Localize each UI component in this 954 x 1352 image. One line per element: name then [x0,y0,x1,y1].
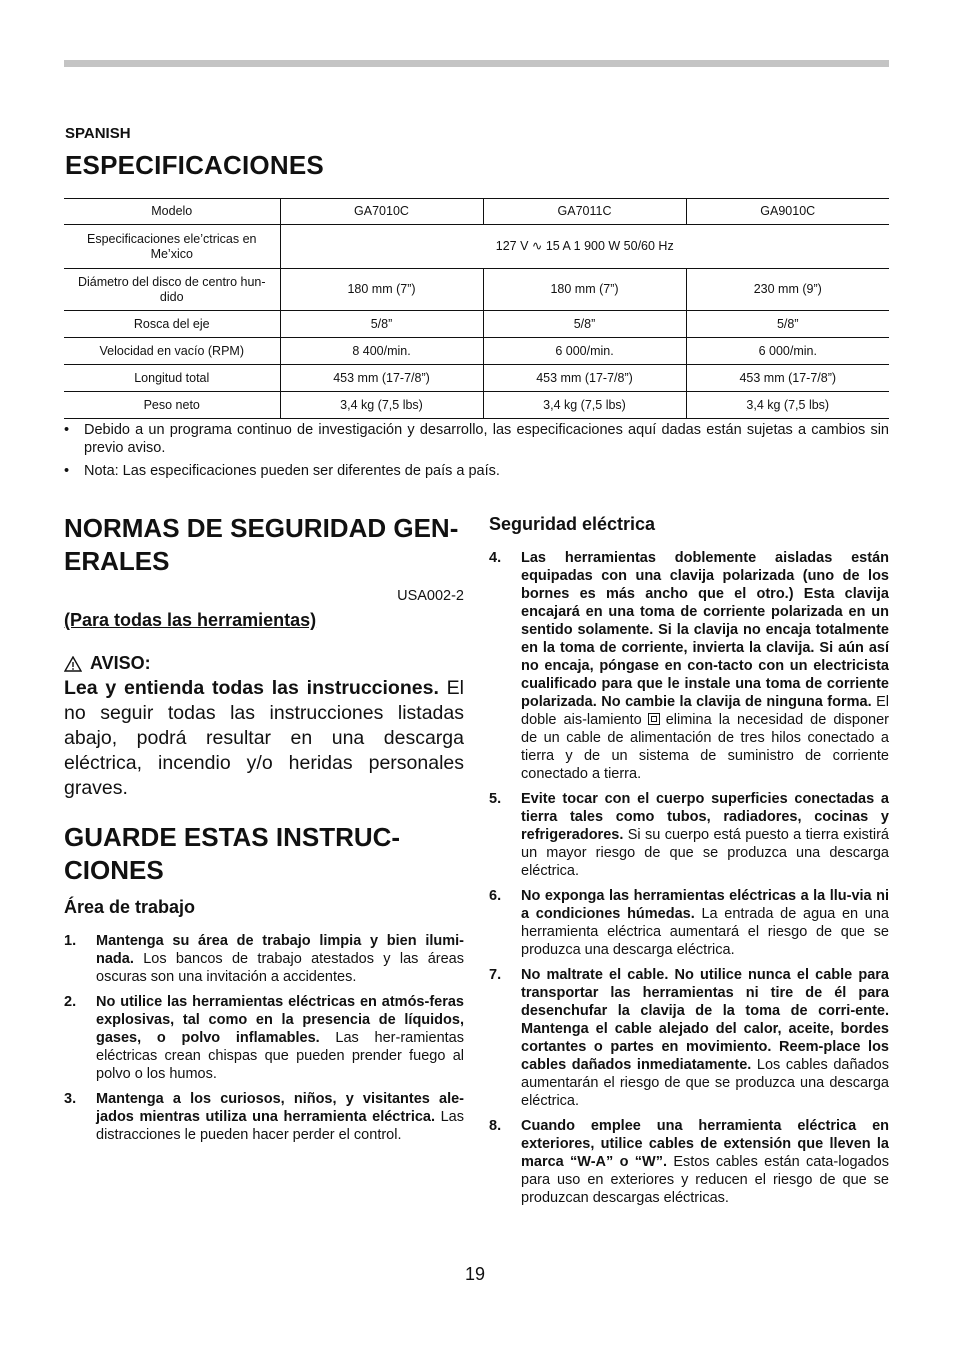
table-cell: Rosca del eje [64,311,280,338]
table-row [64,269,889,311]
table-cell: 5/8” [280,311,483,338]
table-cell: 5/8” [686,311,889,338]
table-cell: 127 V ∿ 15 A 1 900 W 50/60 Hz [280,225,889,269]
table-cell: 453 mm (17-7/8”) [280,365,483,392]
list-item: 5. Evite tocar con el cuerpo superficies conectadas a tierra tales como tubos, radiadores, cocinas y refrigeradores. Si su cuerpo está puesto a tierra existirá un mayor riesgo de que se produzca una descarga eléctrica. [489,791,889,879]
electrical-safety-list [489,549,889,1207]
safety-heading: NORMAS DE SEGURIDAD GEN-ERALES [64,513,459,576]
page-title: ESPECIFICACIONES [65,150,324,180]
table-cell: GA7011C [483,199,686,225]
table-cell: 5/8” [483,311,686,338]
language-label: SPANISH [65,125,131,142]
table-cell: Velocidad en vacío (RPM) [64,338,280,365]
spec-notes [64,421,889,485]
table-row [64,392,889,419]
list-item: 2. No utilice las herramientas eléctricas en atmós-feras explosivas, tal como en la presencia de líquidos, gases, o polvo inflamables. Las her-ramientas eléctricas crean chispas que pueden prender fuego al polvo o los humos. [64,994,464,1082]
table-cell: 230 mm (9”) [686,269,889,311]
document-code: USA002-2 [397,588,464,604]
list-item: 4. Las herramientas doblemente aisladas están equipadas con una clavija polarizada (uno de los bornes es más ancho que el otro.) Esta clavija encajará en una toma de corriente polarizada en un sentido solamente. Si la clavija no encaja totalmente en la toma de corriente, invierta la clavija. Si aún así no encaja, póngase en con-tacto con un electricista cualificado para que le instale una toma de corriente polarizada. No cambie la clavija de ninguna forma. El doble ais-lamiento elimina la necesidad de disponer de un cable de alimentación de tres hilos conectado a tierra y de un sistema de suministro de corriente conectado a tierra. [489,550,890,782]
top-rule [64,60,889,67]
work-area-heading: Área de trabajo [64,897,196,917]
table-cell: 3,4 kg (7,5 lbs) [280,392,483,419]
table-cell: GA9010C [686,199,889,225]
table-row [64,338,889,365]
specifications-table [64,198,889,419]
list-item: 6. No exponga las herramientas eléctricas a la llu-via ni a condiciones húmedas. La entrada de agua en una herramienta eléctrica aumentará el riesgo de que se produzca una descarga eléctrica. [489,888,889,958]
table-row [64,311,889,338]
table-cell: 180 mm (7”) [280,269,483,311]
table-cell: 3,4 kg (7,5 lbs) [686,392,889,419]
table-row [64,199,889,225]
table-cell: Peso neto [64,392,280,419]
table-cell: 3,4 kg (7,5 lbs) [483,392,686,419]
note-item: • Debido a un programa continuo de investigación y desarrollo, las especificaciones aquí dadas están sujetas a cambios sin previo aviso. [64,421,889,457]
note-item: • Nota: Las especificaciones pueden ser diferentes de país a país. [64,462,889,480]
table-cell: 6 000/min. [686,338,889,365]
table-cell: Diámetro del disco de centro hun-dido [64,269,280,311]
electrical-safety-heading: Seguridad eléctrica [489,514,656,534]
table-row [64,225,889,269]
list-item: 3. Mantenga a los curiosos, niños, y visitantes ale-jados mientras utiliza una herramienta eléctrica. Las distracciones le pueden hacer perder el control. [64,1091,464,1143]
warning-text: Lea y entienda todas las instrucciones. El no seguir todas las instrucciones listadas abajo, podrá resultar en una descarga eléctrica, incendio y/o heridas personales graves. [64,677,464,799]
table-cell: 6 000/min. [483,338,686,365]
table-cell: 453 mm (17-7/8”) [483,365,686,392]
table-cell: Longitud total [64,365,280,392]
table-cell: Especificaciones ele’ctricas en Me’xico [64,225,280,269]
page-number: 19 [465,1264,486,1284]
all-tools-subheading: (Para todas las herramientas) [64,610,317,630]
list-item: 8. Cuando emplee una herramienta eléctrica en exteriores, utilice cables de extensión que lleven la marca “W-A” o “W”. Estos cables están cata-logados para uso en exteriores y reducen el riesgo de que se produzcan descargas eléctricas. [489,1118,889,1206]
table-cell: 8 400/min. [280,338,483,365]
double-insulation-icon [648,713,660,725]
table-cell: Modelo [64,199,280,225]
table-cell: 180 mm (7”) [483,269,686,311]
save-instructions-heading: GUARDE ESTAS INSTRUC-CIONES [64,822,401,885]
table-row [64,365,889,392]
warning-label: AVISO: [64,653,464,674]
work-area-list [64,932,464,1144]
table-cell: GA7010C [280,199,483,225]
right-column [489,514,889,1214]
list-item: 1. Mantenga su área de trabajo limpia y bien ilumi-nada. Los bancos de trabajo atestados y las áreas oscuras son una invitación a accidentes. [64,933,464,985]
warning-triangle-icon [64,656,82,672]
left-column [64,512,464,1151]
list-item: 7. No maltrate el cable. No utilice nunca el cable para transportar las herramientas ni tire de él para desenchufar la clavija de la toma de corri-ente. Mantenga el cable alejado del calor, aceite, bordes cortantes o partes en movimiento. Reem-place los cables dañados inmediatamente. Los cables dañados aumentarán el riesgo de que se produzca una descarga eléctrica. [489,967,889,1109]
table-cell: 453 mm (17-7/8”) [686,365,889,392]
